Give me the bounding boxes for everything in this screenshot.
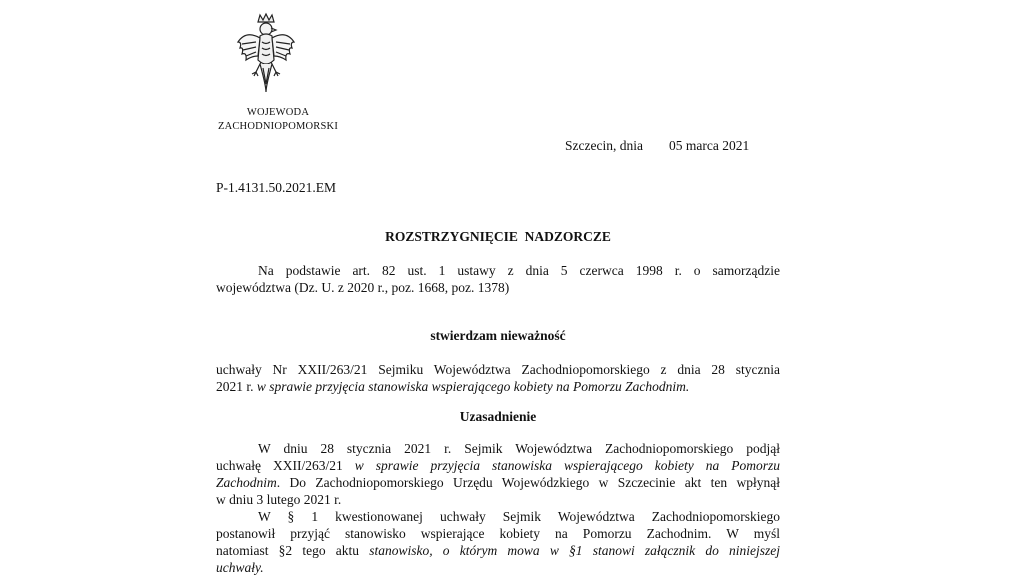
p1-line-2-plain: uchwałę XXII/263/21	[216, 458, 355, 473]
subject-line-2	[216, 378, 780, 395]
p1-line-3-plain: . Do Zachodniopomorskiego Urzędu Wojewódzkiego w Szczecinie akt ten wpłynął	[276, 475, 780, 490]
subject-line-2-plain: 2021 r.	[216, 379, 257, 394]
p1-line-3	[216, 474, 780, 491]
reference-number: P-1.4131.50.2021.EM	[216, 180, 337, 195]
p2-line-4	[216, 559, 780, 576]
p2-line-3-italic: stanowisko, o którym mowa w §1 stanowi załącznik do niniejszej	[369, 543, 780, 558]
p1-line-3-italic: Zachodnim	[216, 475, 277, 490]
p1-line-4: w dniu 3 lutego 2021 r.	[216, 492, 342, 507]
p1-line-2-italic: w sprawie przyjęcia stanowiska wspierającego kobiety na Pomorzu	[354, 458, 781, 473]
p2-line-2: postanowił przyjąć stanowisko wspierające kobiety na Pomorzu Zachodnim. W myśl	[216, 526, 780, 541]
issuer-block	[213, 106, 343, 134]
document-date: 05 marca 2021	[668, 138, 750, 153]
legal-basis-paragraph	[216, 262, 780, 296]
justification-paragraph-1	[216, 440, 780, 508]
place-date-label: Szczecin, dnia	[565, 138, 643, 153]
p2-line-3	[216, 542, 780, 559]
place-date	[565, 138, 749, 154]
justification-heading: Uzasadnienie	[459, 409, 537, 424]
issuer-line-1: WOJEWODA	[246, 107, 310, 118]
subject-line-1: uchwały Nr XXII/263/21 Sejmiku Województwa Zachodniopomorskiego z dnia 28 stycznia	[216, 362, 780, 377]
subject-line-2-italic: w sprawie przyjęcia stanowiska wspierającego kobiety na Pomorzu Zachodnim.	[256, 379, 690, 394]
document-title: ROZSTRZYGNIĘCIE NADZORCZE	[385, 229, 611, 244]
legal-basis-line-2: województwa (Dz. U. z 2020 r., poz. 1668, poz. 1378)	[216, 280, 510, 295]
p2-line-4-italic: uchwały.	[216, 560, 264, 575]
p1-line-2	[216, 457, 780, 474]
legal-basis-line-1: Na podstawie art. 82 ust. 1 ustawy z dnia 5 czerwca 1998 r. o samorządzie	[258, 263, 780, 278]
polish-eagle-icon	[234, 12, 298, 104]
justification-paragraph-2	[216, 508, 780, 576]
p2-line-3-plain: natomiast §2 tego aktu	[216, 543, 370, 558]
subject-paragraph	[216, 361, 780, 395]
p2-line-1: W § 1 kwestionowanej uchwały Sejmik Województwa Zachodniopomorskiego	[258, 509, 780, 524]
decision-heading: stwierdzam nieważność	[430, 328, 566, 343]
p1-line-1: W dniu 28 stycznia 2021 r. Sejmik Województwa Zachodniopomorskiego podjął	[258, 441, 780, 456]
issuer-line-2: ZACHODNIOPOMORSKI	[217, 121, 339, 132]
